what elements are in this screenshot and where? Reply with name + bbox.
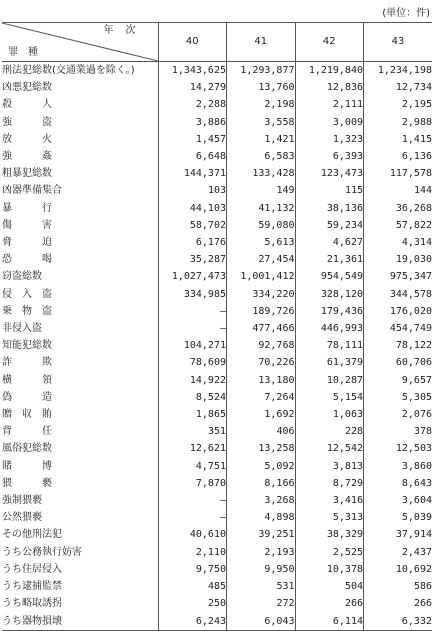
value-cell: 446,993 [295, 320, 364, 337]
table-row [2, 578, 432, 595]
value-cell: 8,729 [295, 475, 364, 492]
value-cell: 2,198 [227, 96, 296, 113]
value-cell: 13,258 [227, 440, 296, 457]
row-label: 猥 褻 [2, 477, 52, 489]
value-cell: 12,836 [295, 79, 364, 96]
value-cell: 58,702 [158, 217, 227, 234]
value-cell: 4,627 [295, 234, 364, 251]
value-cell: 78,122 [364, 337, 433, 354]
value-cell: 12,542 [295, 440, 364, 457]
row-label: 賭 博 [2, 460, 52, 472]
value-cell: 266 [364, 595, 433, 612]
value-cell: 27,454 [227, 251, 296, 268]
value-cell: 44,103 [158, 200, 227, 217]
value-cell: 250 [158, 595, 227, 612]
value-cell: 70,226 [227, 354, 296, 371]
corner-header-cell [2, 23, 158, 62]
value-cell: 144,371 [158, 165, 227, 182]
table-row [2, 458, 432, 475]
value-cell: 61,379 [295, 354, 364, 371]
table-row [2, 423, 432, 440]
table-row [2, 372, 432, 389]
row-label: 贈 収 賄 [2, 409, 52, 421]
value-cell: 1,063 [295, 406, 364, 423]
value-cell: 2,193 [227, 544, 296, 561]
value-cell: 6,136 [364, 148, 433, 165]
value-cell: 8,643 [364, 475, 433, 492]
value-cell: 12,621 [158, 440, 227, 457]
table-row [2, 268, 432, 285]
value-cell: 10,287 [295, 372, 364, 389]
value-cell: 8,524 [158, 389, 227, 406]
value-cell: 12,734 [364, 79, 433, 96]
row-label: 恐 喝 [2, 254, 52, 266]
table-row [2, 389, 432, 406]
row-label: 侵 入 盗 [2, 288, 52, 300]
value-cell: 144 [364, 182, 433, 199]
value-cell: 9,657 [364, 372, 433, 389]
row-label: 殺 人 [2, 99, 52, 111]
value-cell: 133,428 [227, 165, 296, 182]
table-row [2, 337, 432, 354]
value-cell: 35,287 [158, 251, 227, 268]
value-cell: 485 [158, 578, 227, 595]
value-cell: 12,503 [364, 440, 433, 457]
value-cell: 334,220 [227, 286, 296, 303]
row-label: 詐 欺 [2, 357, 52, 369]
value-cell: 2,111 [295, 96, 364, 113]
value-cell: 38,136 [295, 200, 364, 217]
value-cell: 6,043 [227, 613, 296, 631]
row-label: 乗 物 盗 [2, 305, 52, 317]
table-row [2, 217, 432, 234]
value-cell: 40,610 [158, 526, 227, 543]
row-label: 公然猥褻 [2, 512, 42, 524]
row-label: 非侵入盗 [2, 323, 42, 335]
year-axis-label: 年次 [103, 25, 148, 36]
value-cell: 4,898 [227, 509, 296, 526]
row-label: 傷 害 [2, 219, 52, 231]
value-cell: 586 [364, 578, 433, 595]
table-row [2, 595, 432, 612]
row-label: うち略取誘拐 [2, 598, 62, 610]
table-row [2, 165, 432, 182]
row-label: うち逮捕監禁 [2, 581, 62, 593]
value-cell: 6,243 [158, 613, 227, 631]
value-cell: 1,457 [158, 131, 227, 148]
value-cell: 378 [364, 423, 433, 440]
row-label: 窃盗総数 [2, 271, 42, 283]
value-cell: 39,251 [227, 526, 296, 543]
value-cell: 78,609 [158, 354, 227, 371]
value-cell: 5,039 [364, 509, 433, 526]
value-cell: 123,473 [295, 165, 364, 182]
value-cell: 6,114 [295, 613, 364, 631]
value-cell: 406 [227, 423, 296, 440]
value-cell: 1,027,473 [158, 268, 227, 285]
row-label: 偽 造 [2, 391, 52, 403]
row-label: 背 任 [2, 426, 52, 438]
value-cell: 5,305 [364, 389, 433, 406]
value-cell: 14,922 [158, 372, 227, 389]
value-cell: 272 [227, 595, 296, 612]
value-cell: 149 [227, 182, 296, 199]
value-cell: 13,180 [227, 372, 296, 389]
value-cell: 41,132 [227, 200, 296, 217]
row-label: うち器物損壊 [2, 613, 158, 631]
table-row [2, 131, 432, 148]
value-cell: 1,865 [158, 406, 227, 423]
value-cell: 8,166 [227, 475, 296, 492]
table-row [2, 286, 432, 303]
value-cell: 1,219,840 [295, 62, 364, 80]
value-cell: 60,706 [364, 354, 433, 371]
value-cell: 104,271 [158, 337, 227, 354]
value-cell: 266 [295, 595, 364, 612]
value-cell: 179,436 [295, 303, 364, 320]
row-label: 脅 迫 [2, 237, 52, 249]
value-cell: 3,268 [227, 492, 296, 509]
value-cell: 37,914 [364, 526, 433, 543]
table-row [2, 526, 432, 543]
row-label: 知能犯総数 [2, 340, 52, 352]
value-cell: 78,111 [295, 337, 364, 354]
value-cell: 477,466 [227, 320, 296, 337]
value-cell: 1,415 [364, 131, 433, 148]
value-cell: 334,985 [158, 286, 227, 303]
table-row [2, 234, 432, 251]
value-cell: — [158, 492, 227, 509]
value-cell: 1,323 [295, 131, 364, 148]
value-cell: 59,234 [295, 217, 364, 234]
row-label: 粗暴犯総数 [2, 168, 52, 180]
value-cell: 6,393 [295, 148, 364, 165]
value-cell: 2,110 [158, 544, 227, 561]
value-cell: 1,692 [227, 406, 296, 423]
crime-type-axis-label: 罪種 [8, 47, 48, 58]
row-label: 強 姦 [2, 151, 52, 163]
value-cell: 2,988 [364, 114, 433, 131]
value-cell: 7,264 [227, 389, 296, 406]
value-cell: 1,234,198 [364, 62, 433, 80]
value-cell: 2,437 [364, 544, 433, 561]
value-cell: 6,332 [364, 613, 433, 631]
value-cell: 3,886 [158, 114, 227, 131]
table-row [2, 251, 432, 268]
table-row [2, 96, 432, 113]
value-cell: 21,361 [295, 251, 364, 268]
value-cell: 9,950 [227, 561, 296, 578]
value-cell: 7,870 [158, 475, 227, 492]
value-cell: — [158, 303, 227, 320]
year-header: 41 [227, 23, 296, 62]
value-cell: 2,076 [364, 406, 433, 423]
value-cell: 176,020 [364, 303, 433, 320]
value-cell: 103 [158, 182, 227, 199]
value-cell: 1,421 [227, 131, 296, 148]
value-cell: 10,692 [364, 561, 433, 578]
value-cell: 59,080 [227, 217, 296, 234]
value-cell: 3,009 [295, 114, 364, 131]
value-cell: 3,813 [295, 458, 364, 475]
table-row [2, 613, 432, 631]
table-row [2, 544, 432, 561]
value-cell: 5,092 [227, 458, 296, 475]
value-cell: 3,860 [364, 458, 433, 475]
value-cell: 454,749 [364, 320, 433, 337]
table-row [2, 354, 432, 371]
value-cell: 344,578 [364, 286, 433, 303]
value-cell: 13,760 [227, 79, 296, 96]
value-cell: 5,154 [295, 389, 364, 406]
value-cell: 6,176 [158, 234, 227, 251]
row-label: うち公務執行妨害 [2, 546, 82, 558]
value-cell: 975,347 [364, 268, 433, 285]
value-cell: 2,288 [158, 96, 227, 113]
year-header: 40 [158, 23, 227, 62]
header-row [2, 23, 432, 62]
value-cell: 4,751 [158, 458, 227, 475]
value-cell: 9,750 [158, 561, 227, 578]
value-cell: 328,120 [295, 286, 364, 303]
row-label: 横 領 [2, 374, 52, 386]
value-cell: 117,578 [364, 165, 433, 182]
row-label: 暴 行 [2, 202, 52, 214]
value-cell: 2,195 [364, 96, 433, 113]
table-row [2, 62, 432, 80]
row-label: 凶悪犯総数 [2, 82, 52, 94]
row-label: 凶器準備集合 [2, 185, 62, 197]
value-cell: 351 [158, 423, 227, 440]
value-cell: 1,293,877 [227, 62, 296, 80]
value-cell: 3,558 [227, 114, 296, 131]
table-row [2, 492, 432, 509]
value-cell: 1,001,412 [227, 268, 296, 285]
table-row [2, 509, 432, 526]
value-cell: 504 [295, 578, 364, 595]
row-label: 放 火 [2, 133, 52, 145]
value-cell: 10,378 [295, 561, 364, 578]
table-row [2, 303, 432, 320]
value-cell: 954,549 [295, 268, 364, 285]
table-row [2, 320, 432, 337]
value-cell: 531 [227, 578, 296, 595]
year-header: 42 [295, 23, 364, 62]
value-cell: 5,613 [227, 234, 296, 251]
value-cell: 6,583 [227, 148, 296, 165]
table-row [2, 79, 432, 96]
year-header: 43 [364, 23, 433, 62]
table-row [2, 114, 432, 131]
value-cell: 6,648 [158, 148, 227, 165]
unit-label: (単位：件) [382, 8, 430, 19]
table-row [2, 475, 432, 492]
table-row [2, 561, 432, 578]
value-cell: 3,416 [295, 492, 364, 509]
table-row [2, 182, 432, 199]
table-row [2, 148, 432, 165]
row-label: 強制猥褻 [2, 495, 42, 507]
row-label: うち住居侵入 [2, 563, 62, 575]
table-row [2, 200, 432, 217]
value-cell: 92,768 [227, 337, 296, 354]
value-cell: 1,343,625 [158, 62, 227, 80]
table-body [2, 62, 432, 631]
value-cell: 228 [295, 423, 364, 440]
value-cell: 4,314 [364, 234, 433, 251]
value-cell: — [158, 320, 227, 337]
row-label: 風俗犯総数 [2, 443, 52, 455]
table-row [2, 406, 432, 423]
row-label: その他刑法犯 [2, 529, 62, 541]
value-cell: 2,525 [295, 544, 364, 561]
value-cell: 38,329 [295, 526, 364, 543]
value-cell: 57,822 [364, 217, 433, 234]
value-cell: 3,604 [364, 492, 433, 509]
value-cell: 5,313 [295, 509, 364, 526]
row-label: 強 盗 [2, 116, 52, 128]
value-cell: 189,726 [227, 303, 296, 320]
value-cell: 36,268 [364, 200, 433, 217]
crime-statistics-table [2, 22, 432, 631]
table-row [2, 440, 432, 457]
row-label: 刑法犯総数(交通業過を除く。) [2, 65, 135, 76]
value-cell: 115 [295, 182, 364, 199]
value-cell: 19,030 [364, 251, 433, 268]
value-cell: 14,279 [158, 79, 227, 96]
value-cell: — [158, 509, 227, 526]
